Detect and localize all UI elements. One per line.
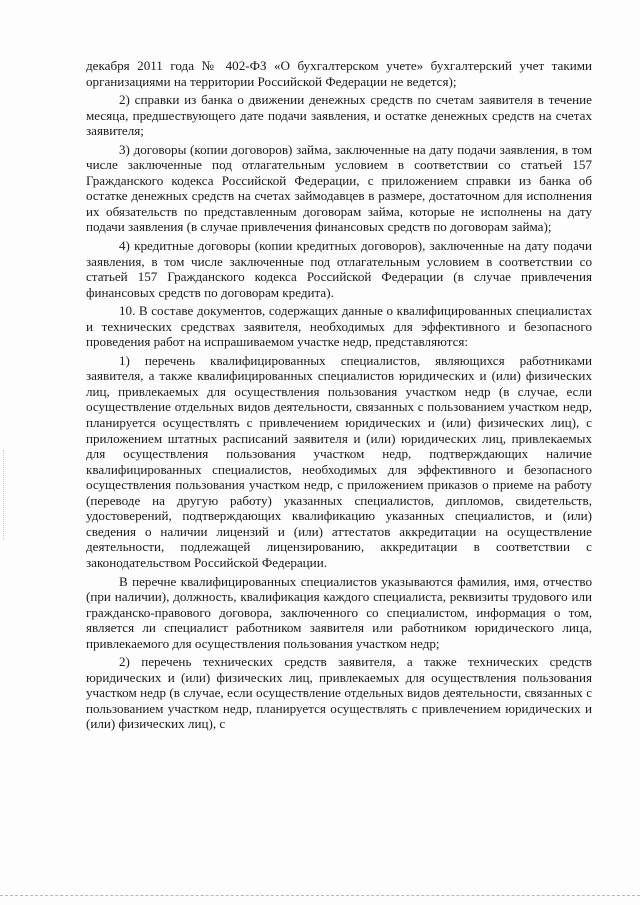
paragraph-continuation: декабря 2011 года № 402-ФЗ «О бухгалтерском учете» бухгалтерский учет такими организациями на территории Российской Федерации не ведется); bbox=[86, 58, 592, 89]
paragraph-loan-agreements: 3) договоры (копии договоров) займа, заключенные на дату подачи заявления, в том числе заключенные под отлагательным условием в соответствии со статьей 157 Гражданского кодекса Российской Федерации, с приложением справки из банка об остатке денежных средств на счетах займодавцев в размере, достаточном для исполнения их обязательств по представленным договорам займа, которые не исполнены на дату подачи заявления (в случае привлечения финансовых средств по договорам займа); bbox=[86, 141, 592, 235]
binding-mark bbox=[3, 450, 5, 540]
paragraph-specialists-list: 1) перечень квалифицированных специалистов, являющихся работниками заявителя, а также квалифицированных специалистов юридических и (или) физических лиц, привлекаемых для осуществления пользования участком недр (в случае, если осуществление отдельных видов деятельности, связанных с пользованием участком недр, планируется осуществлять с привлечением юридических и (или) физических лиц), с приложением штатных расписаний заявителя и (или) юридических лиц, привлекаемых для осуществления пользования участком недр, подтверждающих наличие квалифицированных специалистов, необходимых для эффективного и безопасного осуществления пользования участком недр, с приложением приказов о приеме на работу (переводе на другую работу) указанных специалистов, дипломов, свидетельств, удостоверений, подтверждающих квалификацию указанных специалистов, и (или) сведения о наличии лицензий и (или) аттестатов аккредитации на осуществление деятельности, подлежащей лицензированию, аккредитации в соответствии с законодательством Российской Федерации. bbox=[86, 352, 592, 570]
paragraph-credit-agreements: 4) кредитные договоры (копии кредитных договоров), заключенные на дату подачи заявления, в том числе заключенные под отлагательным условием в соответствии со статьей 157 Гражданского кодекса Российской Федерации (в случае привлечения финансовых средств по договорам кредита). bbox=[86, 238, 592, 300]
paragraph-technical-means: 2) перечень технических средств заявителя, а также технических средств юридических и (или) физических лиц, привлекаемых для осуществления пользования участком недр (в случае, если осуществление отдельных видов деятельности, связанных с пользованием участком недр, планируется осуществлять с привлечением юридических и (или) физических лиц), с bbox=[86, 654, 592, 732]
paragraph-bank-statements: 2) справки из банка о движении денежных средств по счетам заявителя в течение месяца, предшествующего дате подачи заявления, и остатке денежных средств на счетах заявителя; bbox=[86, 92, 592, 139]
document-body bbox=[86, 58, 592, 735]
paragraph-section-10: 10. В составе документов, содержащих данные о квалифицированных специалистах и технических средствах заявителя, необходимых для эффективного и безопасного проведения работ на испрашиваемом участке недр, представляются: bbox=[86, 303, 592, 350]
bottom-scan-edge bbox=[0, 895, 640, 896]
paragraph-specialists-details: В перечне квалифицированных специалистов указываются фамилия, имя, отчество (при наличии), должность, квалификация каждого специалиста, реквизиты трудового или гражданско-правового договора, заключенного со специалистом, информация о том, является ли специалист работником заявителя или работником юридического лица, привлекаемого для осуществления пользования участком недр; bbox=[86, 573, 592, 651]
